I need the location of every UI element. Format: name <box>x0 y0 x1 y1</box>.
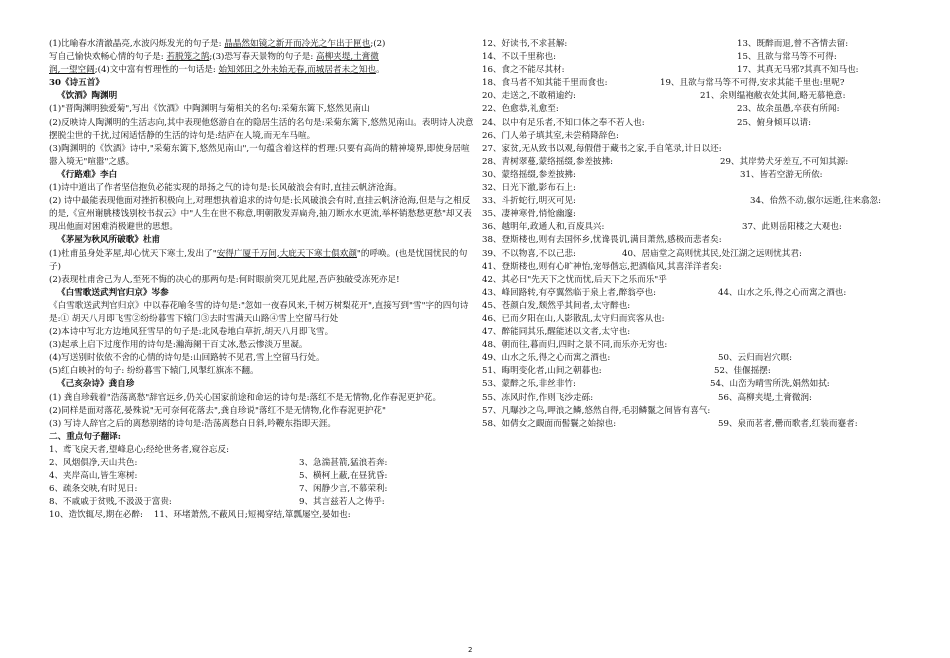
list-item: 15、且欲与常马等不可得: <box>737 52 837 63</box>
list-item: 49、山水之乐,得之心而寓之酒也: <box>482 353 611 364</box>
list-item: 6、疏条交映,有时见日: <box>49 484 138 495</box>
list-item: 40、居庙堂之高则忧其民,处江湖之远则忧其君: <box>622 248 802 259</box>
list-item: 21、余则缊袍敝衣处其间,略无慕艳意: <box>700 91 846 102</box>
list-item: 51、晦明变化者,山间之朝暮也: <box>482 366 602 377</box>
list-item: 25、俯身倾耳以请: <box>737 117 811 128</box>
list-item: 10、造饮辄尽,期在必醉: <box>49 510 143 521</box>
list-row <box>482 90 902 103</box>
list-row <box>482 378 902 391</box>
list-item: 4、夹岸高山,皆生寒树: <box>49 471 138 482</box>
list-item: 22、色愈恭,礼愈至: <box>482 104 559 115</box>
list-item: 23、故余虽愚,卒获有所闻: <box>737 104 840 115</box>
list-item: 31、皆若空游无所依: <box>740 169 823 180</box>
list-item: 33、斗折蛇行,明灭可见: <box>482 196 576 207</box>
list-item: 58、如倩女之靦面而髻鬟之始掠也: <box>482 418 617 429</box>
paragraph: (3) 写诗人辞官之后的离愁别绪的诗句是:浩荡离愁白日斜,吟鞭东指即天涯。 <box>49 418 336 429</box>
list-item: 41、登斯楼也,则有心旷神怡,宠辱偕忘,把酒临风,其喜洋洋者矣: <box>482 261 722 272</box>
list-row <box>482 77 902 90</box>
list-item: 20、走送之,不敢稍逾约: <box>482 91 576 102</box>
list-item: 37、此则岳阳楼之大观也: <box>742 222 842 233</box>
list-item: 47、醉能同其乐,醒能述以文者,太守也: <box>482 327 631 338</box>
list-item: 26、门人弟子填其室,未尝稍降辞色: <box>482 130 619 141</box>
list-row <box>482 64 902 77</box>
paragraph: (2)反映诗人陶渊明的生活志向,其中表现他悠游自在的隐居生活的名句是:采菊东篱下,悠然见南山。表明诗人决意摆脱尘世的千扰,过闲适恬静的生活的诗句是:结庐在人境,而无车马喧。 <box>49 117 474 141</box>
text: (1)杜甫虽身处茅屋,却心忧天下寒士,发出了" <box>49 248 217 259</box>
list-item: 32、日光下澈,影布石上: <box>482 183 576 194</box>
list-row <box>482 365 902 378</box>
poem-title: 《白雪歌送武判官归京》岑参 <box>57 287 169 298</box>
list-item: 1、鸢飞戾天者,望峰息心;经纶世务者,窥谷忘反: <box>49 444 230 455</box>
list-item: 5、横柯上蔽,在昼犹昏: <box>299 471 388 482</box>
page-number: 2 <box>468 646 473 654</box>
list-item: 11、环堵萧然,不蔽风日;短褐穿结,箪瓢屡空,晏如也: <box>153 510 351 521</box>
text: ;(2) <box>370 39 386 49</box>
list-item: 9、其言兹若人之俦乎: <box>299 497 385 508</box>
text: 写自己愉快欢畅心情的句子是: <box>49 52 167 63</box>
list-item: 56、高柳夹堤,土膏微润: <box>718 392 812 403</box>
list-item: 48、朝而往,暮而归,四时之景不同,而乐亦无穷也: <box>482 340 668 351</box>
paragraph: (1)诗中道出了作者坚信抱负必能实现的昂扬之气的诗句是:长风破浪会有时,直挂云帆济沧海。 <box>49 183 402 194</box>
text: 。 <box>375 65 385 76</box>
underlined-answer: 润,一望空阔 <box>49 65 95 76</box>
underlined-answer: 晶晶然如镜之新开而冷光之乍出于匣也 <box>224 39 371 49</box>
underlined-answer: 高柳夹堤,土膏微 <box>315 52 379 63</box>
list-item: 57、凡曝沙之鸟,呷浪之鳞,悠然自得,毛羽鳞鬣之间皆有喜气: <box>482 405 711 416</box>
paragraph: (2)本诗中写北方边地风狂雪早的句子是:北风卷地白草折,胡天八月即飞雪。 <box>49 327 334 338</box>
list-item: 43、峰回路转,有亭翼然临于泉上者,醉翁亭也: <box>482 287 656 298</box>
para-line <box>49 51 475 64</box>
para-line <box>49 38 475 51</box>
paragraph: (5)红白映衬的句子: 纷纷暮雪下辕门,风掣红旗冻不翻。 <box>49 366 259 377</box>
list-row <box>482 117 902 130</box>
text: ;(4)文中富有哲理性的一句话是: <box>94 65 219 76</box>
list-row <box>482 195 902 208</box>
list-item: 3、急湍甚箭,猛浪若奔: <box>299 458 388 468</box>
list-row <box>49 470 475 483</box>
text: (1)比喻春水清澈晶亮,水波闪烁发光的句子是: <box>49 39 225 49</box>
list-item: 16、食之不能尽其材: <box>482 65 565 76</box>
list-item: 55、冻风时作,作则飞沙走砾: <box>482 392 594 403</box>
paragraph: (2)表现杜甫舍己为人,至死不悔的决心的那两句是:何时眼前突兀见此屋,吾庐独破受冻死亦足! <box>49 274 400 285</box>
paragraph: (2) 诗中最能表现他面对挫折积极向上,对理想执着追求的诗句是:长风破浪会有时,直挂云帆济沧海,但是与之相反的是,《宣州谢朓楼饯别校书叔云》中"人生在世不称意,明朝散发弄扁舟,抽刀断水水更流,举杯销愁愁更愁"却又表现出他面对困难消极避世的思想。 <box>49 196 472 233</box>
list-row <box>482 169 902 182</box>
list-item: 7、闲静少言,不慕荣利: <box>299 484 388 495</box>
list-item: 8、不戚戚于贫贱,不汲汲于富贵: <box>49 497 172 508</box>
list-item: 29、其岸势犬牙差互,不可知其源: <box>720 156 849 167</box>
list-item: 52、佳偃摇摆: <box>714 366 771 377</box>
list-item: 54、山峦为晴雪所洗,娟然如拭: <box>710 379 830 390</box>
list-row <box>482 51 902 64</box>
paragraph: (2)同样是面对落花,晏殊说"无可奈何花落去",龚自珍说"落红不是无情物,化作春泥更护花" <box>49 405 386 416</box>
paragraph: (4)写送别时依依不舍的心情的诗句是:山回路转不见君,雪上空留马行处。 <box>49 353 325 364</box>
list-item: 35、凄神寒骨,悄怆幽邃: <box>482 209 576 220</box>
underlined-answer: 始知郊田之外未始无春,而城居者未之知也 <box>218 65 376 76</box>
list-row <box>482 221 902 234</box>
list-row <box>482 38 902 51</box>
list-item: 44、山水之乐,得之心而寓之酒也: <box>718 287 847 298</box>
list-item: 14、不以千里称也: <box>482 52 556 63</box>
section-heading: 二、重点句子翻译: <box>49 431 121 442</box>
paragraph: (3)起承上启下过度作用的诗句是:瀚海阑干百丈冰,愁云惨淡万里凝。 <box>49 340 308 351</box>
list-item: 38、登斯楼也,则有去国怀乡,忧谗畏讥,满目萧然,感极而悲者矣: <box>482 235 722 246</box>
list-item: 19、且欲与常马等不可得,安求其能千里也:里呢? <box>660 78 845 89</box>
list-row <box>49 457 475 470</box>
left-column <box>49 38 475 522</box>
list-item: 30、蒙络摇缀,参差披拂: <box>482 169 576 180</box>
underlined-answer: 若脱笼之鹄 <box>166 52 210 63</box>
list-row <box>482 287 902 300</box>
poem-title: 《茅屋为秋风所破歌》杜甫 <box>57 235 161 246</box>
list-row <box>482 248 902 261</box>
right-column <box>482 38 902 431</box>
list-item: 42、其必曰"先天下之忧而忧,后天下之乐而乐"乎 <box>482 274 667 285</box>
list-item: 12、好读书,不求甚解: <box>482 39 568 49</box>
poem-title: 《饮酒》陶渊明 <box>57 91 118 102</box>
list-item: 39、不以物喜,不以己悲: <box>482 248 576 259</box>
list-item: 27、家贫,无从致书以观,每假借于藏书之家,手自笔录,计日以还: <box>482 143 722 154</box>
list-item: 34、佁然不动,俶尔远逝,往来翕忽: <box>750 196 882 207</box>
list-item: 45、苍颜白发,颓然乎其间者,太守醉也: <box>482 300 631 311</box>
list-row <box>482 418 902 431</box>
paragraph: (3)陶渊明的《饮酒》诗中,"采菊东篱下,悠然见南山",一句蕴含着这样的哲理:只要有高尚的精神境界,即使身居喧嚣入境无"喧嚣"之感。 <box>49 143 470 167</box>
list-item: 18、食马者不知其能千里而食也: <box>482 78 608 89</box>
list-item: 59、泉而茗者,罍而歌者,红装而蹇者: <box>718 418 858 429</box>
text: "的呼唤。(也是忧国忧民的句子) <box>49 248 468 272</box>
paragraph: 《白雪歌送武判官归京》中以春花喻冬雪的诗句是:"忽如一夜春风来,千树万树梨花开",直接写到"雪"字的四句诗是:① 胡天八月即飞雪②纷纷暮雪下辕门③去时雪满天山路④雪上空留马行处 <box>49 300 469 324</box>
underlined-answer: 安得广厦千万间,大庇天下寒士俱欢颜 <box>216 248 357 259</box>
list-item: 46、已而夕阳在山,人影散乱,太守归而宾客从也: <box>482 313 665 324</box>
poem-title: 《行路难》李白 <box>57 169 118 180</box>
list-item: 36、越明年,政通人和,百废具兴: <box>482 222 605 233</box>
paragraph: (1)"晋陶渊明独爱菊",写出《饮酒》中陶渊明与菊相关的名句:采菊东篱下,悠然见南山 <box>49 104 370 115</box>
list-row <box>482 103 902 116</box>
list-item: 17、其真无马邪?其真不知马也: <box>737 65 859 76</box>
paragraph <box>49 248 475 274</box>
list-row <box>482 352 902 365</box>
list-row <box>49 496 475 509</box>
list-row <box>49 483 475 496</box>
list-item: 28、青树翠蔓,蒙络摇缀,参差披拂: <box>482 156 614 167</box>
list-row <box>482 392 902 405</box>
section-heading: 30《诗五首》 <box>49 78 104 89</box>
list-item: 24、以中有足乐者,不知口体之奉不若人也: <box>482 117 645 128</box>
list-item: 53、蒙醉之乐,非丝非竹: <box>482 379 576 390</box>
list-item: 2、风烟俱净,天山共色: <box>49 458 138 468</box>
poem-title: 《己亥杂诗》龚自珍 <box>57 379 135 390</box>
list-item: 13、既醉而退,曾不吝情去留: <box>737 39 849 49</box>
list-item: 50、云归而岩穴暝: <box>718 353 792 364</box>
text: ;(3)恐写春天景物的句子是: <box>209 52 316 63</box>
paragraph: (1) 龚自珍载着"浩荡离愁"辞官远乡,仍关心国家前途和命运的诗句是:落红不是无情物,化作春泥更护花。 <box>49 392 442 403</box>
list-row <box>482 156 902 169</box>
list-row <box>49 509 475 522</box>
para-line <box>49 64 475 77</box>
